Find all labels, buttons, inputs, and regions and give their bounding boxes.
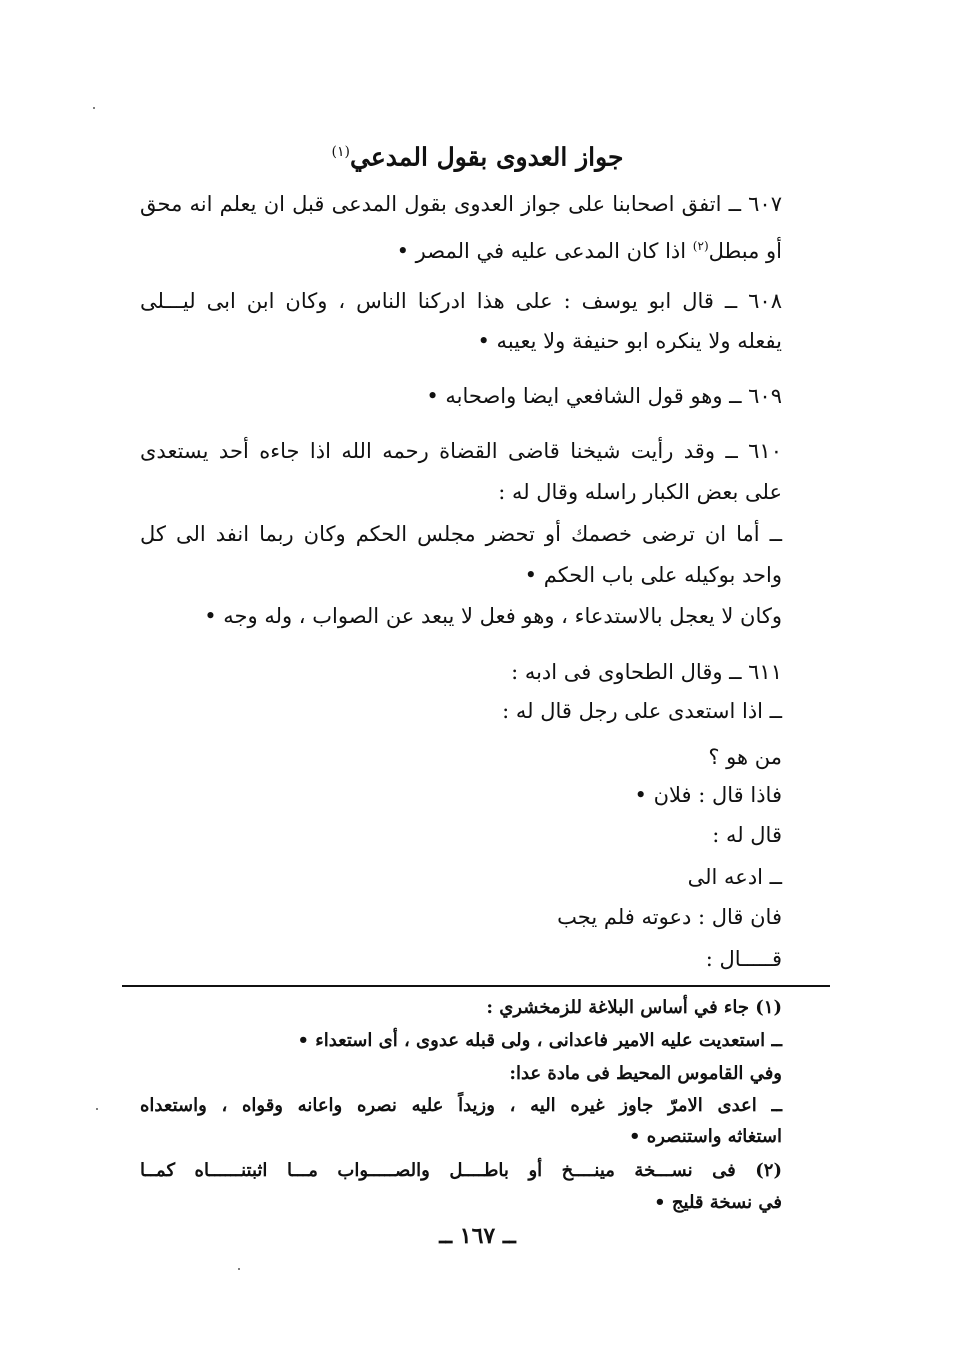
paragraph-608-line-1: ٦٠٨ ــ قال ابو يوسف : على هذا ادركنا الناس ، وكان ابن ابى ليـــلى (140, 289, 782, 313)
paragraph-611-line-6: ــ ادعه الى (687, 865, 782, 889)
paragraph-611-line-5: قال له : (712, 823, 782, 847)
paragraph-608-line-2: يفعله ولا ينكره ابو حنيفة ولا يعيبه • (477, 329, 782, 353)
footnote-2-line-2: في نسخة قليج • (654, 1192, 782, 1213)
footnote-1-line-1: (١) جاء في أساس البلاغة للزمخشري : (486, 997, 782, 1018)
paragraph-611-line-7: فان قال : دعوته فلم يجب (557, 905, 782, 929)
title-text: جواز العدوى بقول المدعي (350, 142, 624, 172)
paragraph-611-line-4: فاذا قال : فلان • (634, 783, 782, 807)
p607-text-b: اذا كان المدعى عليه في المصر • (396, 239, 693, 263)
paragraph-607-line-1: ٦٠٧ ــ اتفق اصحابنا على جواز العدوى بقول المدعى قبل ان يعلم انه محق (140, 192, 782, 216)
footnote-1-line-3: وفي القاموس المحيط فى مادة عدا: (509, 1063, 782, 1084)
paragraph-607-line-2 (397, 227, 782, 265)
footnote-2-line-1: (٢) فى نســـخة مينــــخ أو باطــــل والصـــــواب مـــا اثبتنــــــاه كمــا (140, 1160, 782, 1181)
footnote-1-line-4: ــ اعدى الامرّ جاوز غيره اليه ، وزيداً عليه نصره واعانه وقواه ، واستعداه (140, 1095, 782, 1116)
footnote-marker-1: (١) (331, 144, 350, 160)
paragraph-610-line-5: وكان لا يعجل بالاستدعاء ، وهو فعل لا يبعد عن الصواب ، وله وجه • (204, 604, 782, 628)
footnote-1-line-5: استغاثه واستنصره • (629, 1126, 782, 1147)
paragraph-610-line-1: ٦١٠ ــ وقد رأيت شيخنا قاضى القضاة رحمه الله اذا جاءه أحد يستعدى (140, 439, 782, 463)
scan-speck (238, 1268, 240, 1270)
paragraph-609-line-1: ٦٠٩ ــ وهو قول الشافعي ايضا واصحابه • (426, 384, 782, 408)
paragraph-611-line-3: من هو ؟ (708, 745, 782, 769)
footnote-divider (122, 985, 830, 987)
footnote-marker-2: (٢) (692, 239, 709, 253)
scan-speck (93, 107, 95, 109)
p607-text-a: أو مبطل (708, 239, 782, 263)
paragraph-611-line-2: ــ اذا استعدى على رجل قال له : (502, 699, 782, 723)
page-title (0, 132, 955, 177)
paragraph-611-line-8: قـــــال : (705, 947, 782, 971)
paragraph-610-line-2: على بعض الكبار راسله وقال له : (498, 480, 782, 504)
paragraph-611-line-1: ٦١١ ــ وقال الطحاوى فى ادبه : (511, 660, 782, 684)
footnote-1-line-2: ــ استعديت عليه الامير فاعدانى ، ولى قبله عدوى ، أى استعداء • (297, 1030, 782, 1051)
paragraph-610-line-4: واحد بوكيله على باب الحكم • (524, 563, 782, 587)
page-number: ــ ١٦٧ ــ (439, 1223, 516, 1249)
scan-speck (96, 1108, 98, 1110)
paragraph-610-line-3: ــ أما ان ترضى خصمك أو تحضر مجلس الحكم وكان ربما انفد الى كل (140, 522, 782, 546)
